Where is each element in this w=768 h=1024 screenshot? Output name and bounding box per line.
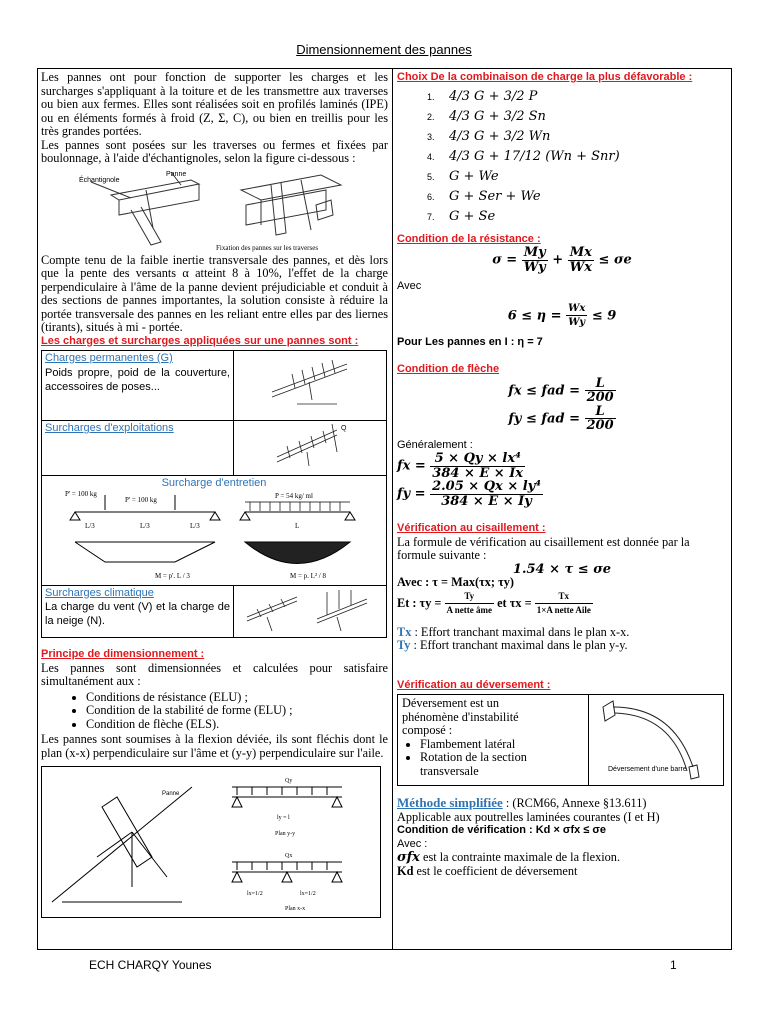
deversement-list <box>402 738 552 779</box>
surcharge-entretien-cell <box>42 475 387 585</box>
combo-heading: Choix De la combinaison de charge la plus défavorable : <box>397 71 693 83</box>
entretien-l3b: L/3 <box>140 522 150 530</box>
principe-paragraph-1: Les pannes sont dimensionnées et calculées pour satisfaire simultanément aux : <box>41 660 388 688</box>
intro-paragraph-2: Les pannes sont posées sur les traverses ou fermes et fixées par boulonnage, à l'aide d'échantignoles, selon la figure ci-dessous : <box>41 137 388 165</box>
uniform-load-diagram-1 <box>237 352 377 414</box>
content-frame <box>37 68 732 950</box>
cisaillement-avec: Avec : τ = Max(τx; τy) <box>397 575 514 589</box>
flexion-plan-xx: Plan x-x <box>285 906 306 912</box>
entretien-l3c: L/3 <box>190 522 200 530</box>
fleche-fx-condition: fx ≤ fad = $\frac{L}{200}$ <box>508 375 614 405</box>
climatic-load-diagram <box>237 587 377 633</box>
entretien-p1: P' = 100 kg <box>65 490 97 498</box>
flexion-lx1: lx=1/2 <box>247 891 263 897</box>
surcharges-climatique-title: Surcharges climatique <box>45 586 154 599</box>
methode-condition: Condition de vérification : Kd × σfx ≤ σe <box>397 824 607 836</box>
surcharges-climatique-text: La charge du vent (V) et la charge de la neige (N). <box>45 601 230 627</box>
fx-formula: fx = $\frac{\text{5 × Qy × lx⁴}}{384 \times E \times Ix}$ <box>397 451 524 481</box>
flexion-deviee-diagram <box>42 767 380 917</box>
tx-definition: Tx : Effort tranchant maximal dans le plan x-x. <box>397 624 630 639</box>
ty-definition: Ty : Effort tranchant maximal dans le plan y-y. <box>397 638 628 652</box>
deversement-item: • Rotation de la section transversale <box>420 751 552 778</box>
fixation-figure <box>41 170 388 254</box>
flexion-panne-label: Panne <box>162 791 180 797</box>
charges-permanentes-text: Poids propre, poid de la couverture, accessoires de poses... <box>45 366 230 393</box>
flexion-ly: ly = l <box>277 815 290 821</box>
combo-item: 6. G + Ser + We <box>427 188 541 204</box>
charges-permanentes-title: Charges permanentes (G) <box>45 352 173 364</box>
flexion-plan-yy: Plan y-y <box>275 831 296 837</box>
fleche-fy-condition: fy ≤ fad = $\frac{L}{200}$ <box>508 403 614 433</box>
page-title: Dimensionnement des pannes <box>296 42 472 57</box>
entretien-l3a: L/3 <box>85 522 95 530</box>
echantignole-label: Échantignole <box>79 176 120 184</box>
cisaillement-text: La formule de vérification au cisaillement est donnée par la formule suivante : <box>397 534 690 562</box>
flexion-qx: Qx <box>285 853 293 859</box>
combo-item: 3. 4/3 G + 3/2 Wn <box>427 128 551 144</box>
eta-equation: 6 ≤ η = $\frac{Wx}{Wy}$ ≤ 9 <box>507 302 617 328</box>
combo-item: 1. 4/3 G + 3/2 P <box>427 88 538 104</box>
intro-paragraph-3: Compte tenu de la faible inertie transversale des pannes, et dès lors que la pente des versants α atteint 8 à 10%, l'effet de la charge perpendiculaire à l'âme de la panne devient préjudiciable et conduit à des sections de pannes importantes, la solution consiste à réduire la portée transversale des pannes en les reliant entre elles par des liernes (tirants), situés à mi - portée. <box>41 252 388 334</box>
intro-paragraph-1: Les pannes ont pour fonction de supporter les charges et les surcharges s'appliquant à la toiture et de les transmettre aux traverses ou bien aux fermes. Elles sont réalisées soit en profilés laminés (IPE) ou en éléments formés à froid (Z, Σ, C), ou bien en treillis pour les très grandes portées. <box>41 70 388 138</box>
panne-label: Panne <box>166 170 187 178</box>
left-column <box>41 71 388 918</box>
deversement-text-block <box>402 697 552 778</box>
entretien-p2: P' = 100 kg <box>125 496 157 504</box>
methode-avec: Avec : <box>397 837 428 850</box>
deversement-item: • Flambement latéral <box>420 738 552 752</box>
principe-paragraph-2: Les pannes sont soumises à la flexion déviée, ils sont fléchis dont le plan (x-x) perpendiculaire sur l'âme et (y-y) perpendiculaire sur l'aile. <box>41 732 388 760</box>
deversement-text: Déversement est un phénomène d'instabilité composé : <box>402 696 519 737</box>
svg-text:Q: Q <box>341 425 347 432</box>
deversement-heading: Vérification au déversement : <box>397 678 551 691</box>
combo-item: 7. G + Se <box>427 208 496 224</box>
cisaillement-et: Et : τy = $\frac{Ty}{\text{A nette âme}}$ et τx = $\frac{Tx}{\text{1×A nette Aile}}$ <box>397 590 591 615</box>
eta-ipe: Pour Les pannes en I : η = 7 <box>397 335 543 348</box>
entretien-l: L <box>295 522 300 530</box>
fixation-diagram <box>71 170 371 254</box>
principe-item: • Condition de la stabilité de forme (ELU) ; <box>86 704 388 718</box>
deversement-caption: Déversement d'une barre <box>608 766 687 773</box>
combo-item: 5. G + We <box>427 168 499 184</box>
surcharge-entretien-title: Surcharge d'entretien <box>161 476 267 489</box>
footer-page-number: 1 <box>670 958 677 972</box>
combo-item: 4. 4/3 G + 17/12 (Wn + Snr) <box>427 148 620 164</box>
column-divider <box>392 69 393 949</box>
flexion-qy: Qy <box>285 778 293 784</box>
charges-permanentes-figure <box>234 351 387 421</box>
surcharges-exploitation-title: Surcharges d'exploitations <box>45 422 174 434</box>
surcharges-climatique-cell <box>42 585 234 638</box>
cisaillement-equation: 1.54 × τ ≤ σe <box>512 561 612 577</box>
deversement-box <box>397 694 724 786</box>
entretien-moment-2: M = p. L² / 8 <box>290 572 326 580</box>
principe-item: • Conditions de résistance (ELU) ; <box>86 691 388 705</box>
generalement-label: Généralement : <box>397 438 473 451</box>
right-column <box>397 71 727 878</box>
charges-permanentes-cell <box>42 351 234 421</box>
fy-formula: fy = $\frac{\text{2.05 × Qx × ly⁴}}{384 \times E \times Iy}$ <box>397 479 541 509</box>
methode-simplifiee: Méthode simplifiée : (RCM66, Annexe §13.611) <box>397 795 647 810</box>
avec-label: Avec <box>397 280 422 292</box>
principe-heading: Principe de dimensionnement : <box>41 648 205 660</box>
uniform-load-diagram-2 <box>237 422 377 470</box>
surcharges-exploitation-cell <box>42 421 234 476</box>
entretien-p3: P = 54 kg/ ml <box>275 492 313 500</box>
kd-definition: Kd est le coefficient de déversement <box>397 863 578 878</box>
charges-table <box>41 350 387 638</box>
charges-heading: Les charges et surcharges appliquées sur une pannes sont : <box>41 334 359 347</box>
entretien-moment-1: M = p'. L / 3 <box>155 572 190 580</box>
fleche-heading: Condition de flèche <box>397 363 500 375</box>
deversement-diagram <box>593 697 721 783</box>
principe-item: • Condition de flèche (ELS). <box>86 718 388 732</box>
flexion-lx2: lx=1/2 <box>300 891 316 897</box>
methode-applicable: Applicable aux poutrelles laminées courantes (I et H) <box>397 809 660 824</box>
entretien-diagram <box>45 490 383 580</box>
surcharges-climatique-figure <box>234 585 387 638</box>
cisaillement-heading: Vérification au cisaillement : <box>397 522 546 534</box>
combo-item: 2. 4/3 G + 3/2 Sn <box>427 108 546 124</box>
surcharges-exploitation-figure <box>234 421 387 476</box>
resistance-equation: σ = $\frac{My}{Wy}$ + $\frac{Mx}{Wx}$ ≤ σe <box>492 245 632 275</box>
combo-list <box>427 87 727 227</box>
flexion-figure-box <box>41 766 381 918</box>
fixation-caption: Fixation des pannes sur les traverses <box>216 243 319 252</box>
resistance-heading: Condition de la résistance : <box>397 232 541 245</box>
principe-list <box>41 691 388 732</box>
sigma-definition: σfx est la contrainte maximale de la flexion. <box>397 850 621 865</box>
footer-author: ECH CHARQY Younes <box>89 958 212 972</box>
